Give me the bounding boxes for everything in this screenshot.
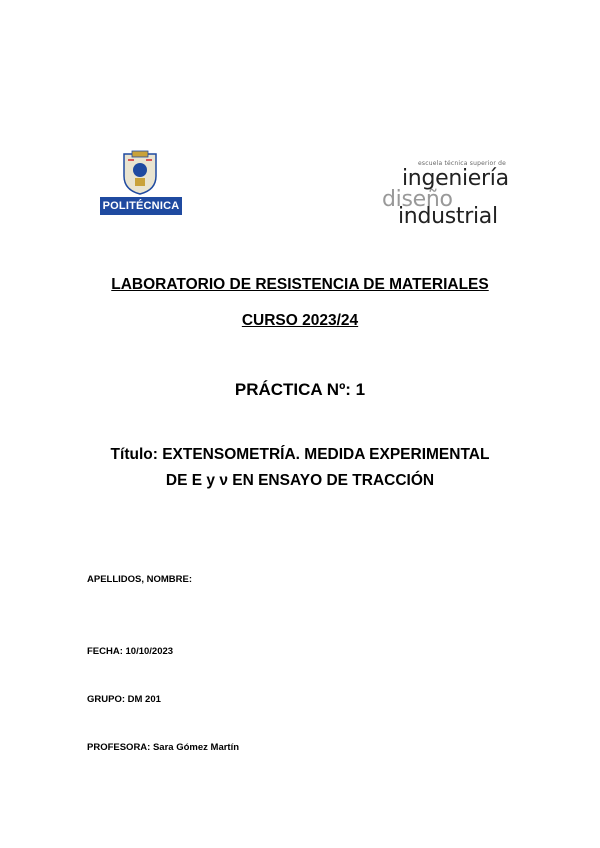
teacher-field: PROFESORA: Sara Gómez Martín xyxy=(87,742,240,753)
date-field: FECHA: 10/10/2023 xyxy=(87,646,174,657)
lab-title: LABORATORIO DE RESISTENCIA DE MATERIALES xyxy=(111,276,489,293)
industrial-logo-line3: industrial xyxy=(398,204,498,229)
practice-number: PRÁCTICA Nº: 1 xyxy=(234,380,366,399)
name-label: APELLIDOS, NOMBRE: xyxy=(87,574,193,585)
practice-title-line2: DE E y ν EN ENSAYO DE TRACCIÓN xyxy=(165,472,435,489)
upm-logo xyxy=(100,148,182,218)
industrial-logo-line1: ingeniería xyxy=(402,166,509,191)
upm-crest-icon xyxy=(118,150,162,196)
industrial-logo-line2: diseño xyxy=(382,187,453,212)
practice-title-line1: Título: EXTENSOMETRÍA. MEDIDA EXPERIMENTAL xyxy=(110,446,490,463)
industrial-design-logo xyxy=(378,160,509,229)
upm-logo-text: POLITÉCNICA xyxy=(100,197,182,215)
industrial-logo-small-text: escuela técnica superior de xyxy=(418,160,507,167)
course-title: CURSO 2023/24 xyxy=(241,312,359,329)
group-field: GRUPO: DM 201 xyxy=(87,694,161,705)
